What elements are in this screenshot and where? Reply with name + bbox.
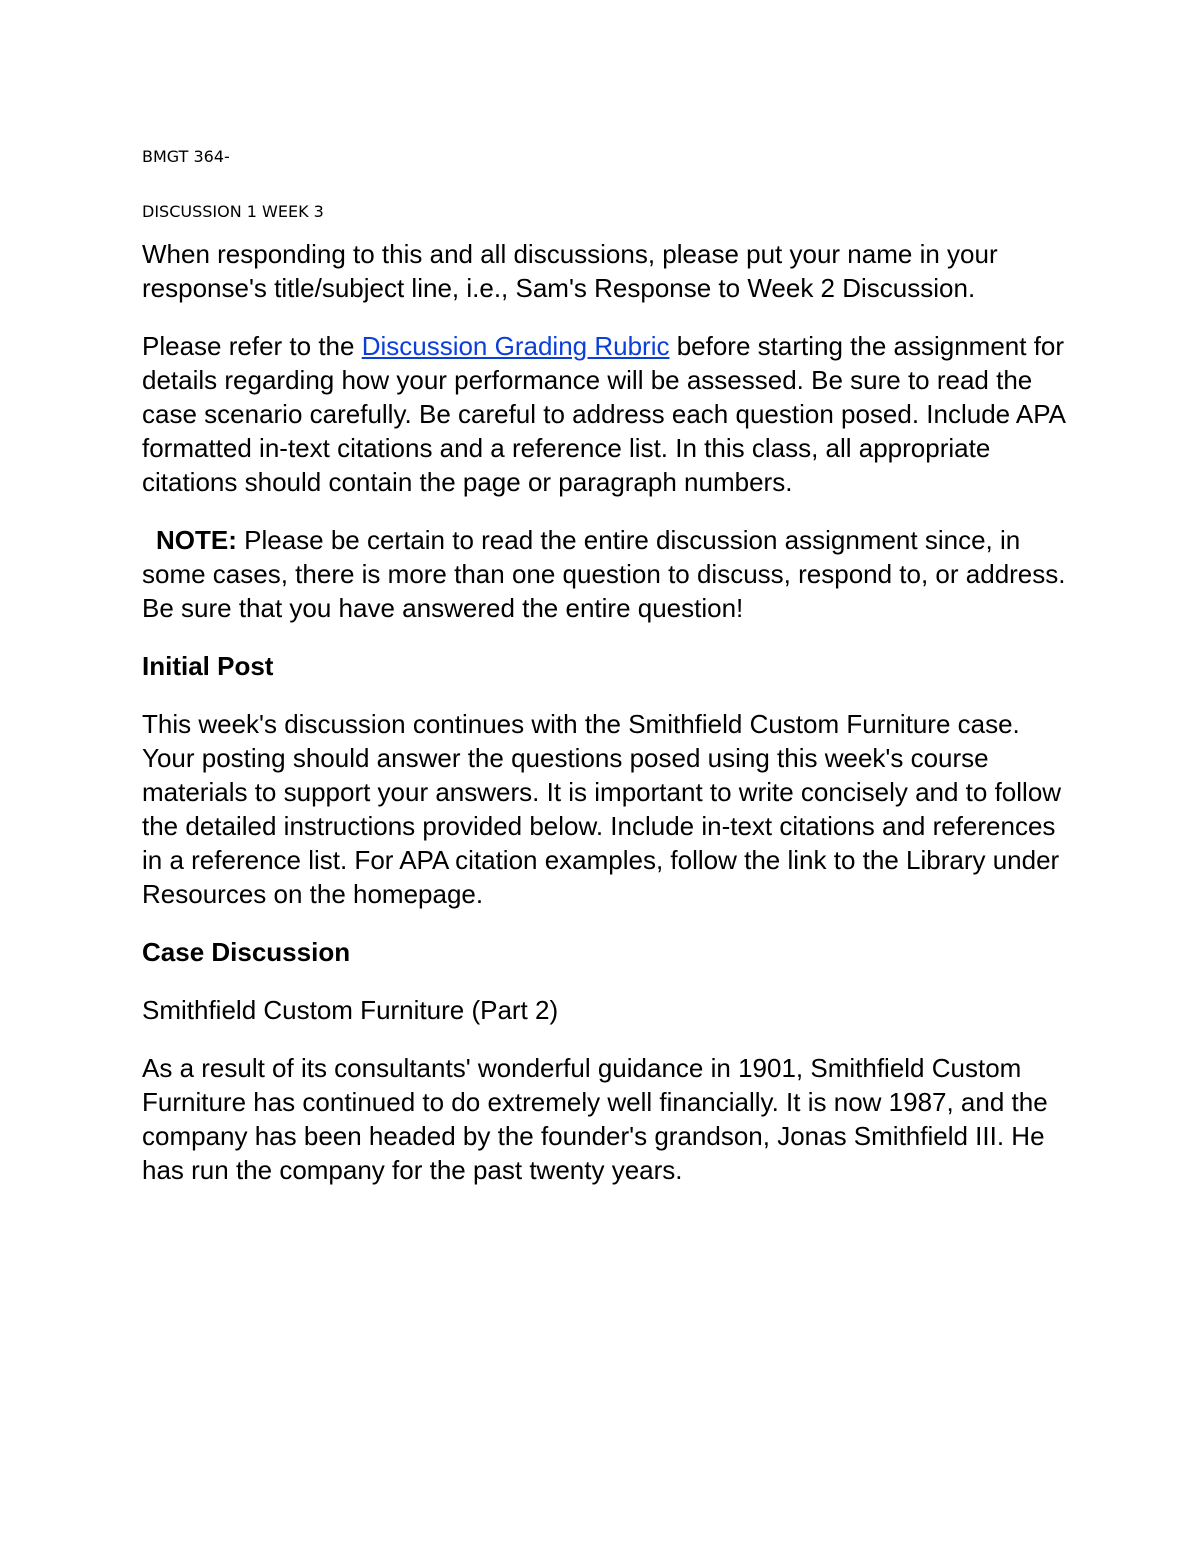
case-title: Smithfield Custom Furniture (Part 2) xyxy=(142,995,559,1025)
document-body xyxy=(142,146,1072,1211)
note-label: NOTE: xyxy=(156,525,237,555)
case-discussion-heading: Case Discussion xyxy=(142,937,351,967)
rubric-paragraph xyxy=(142,329,1072,499)
rubric-prefix: Please refer to the xyxy=(142,331,362,361)
discussion-grading-rubric-link[interactable]: Discussion Grading Rubric xyxy=(361,331,670,361)
initial-post-paragraph: This week's discussion continues with the Smithfield Custom Furniture case. Your posting should answer the questions posed using this week's course materials to support your answers. It is important to write concisely and to follow the detailed instructions provided below. Include in-text citations and references in a reference list. For APA citation examples, follow the link to the Library under Resources on the homepage. xyxy=(142,709,1062,909)
note-text: Please be certain to read the entire discussion assignment since, in some cases, there is more than one question to discuss, respond to, or address. Be sure that you have answered the entire question! xyxy=(142,525,1066,623)
note-paragraph xyxy=(142,523,1072,625)
rubric-suffix: before starting the assignment for details regarding how your performance will be assessed. Be sure to read the case scenario carefully. Be careful to address each question posed. Include APA formatted in-text citations and a reference list. In this class, all appropriate citations should contain the page or paragraph numbers. xyxy=(142,331,1065,497)
initial-post-heading: Initial Post xyxy=(142,651,274,681)
intro-paragraph: When responding to this and all discussions, please put your name in your response's title/subject line, i.e., Sam's Response to Week 2 Discussion. xyxy=(142,239,998,303)
case-paragraph: As a result of its consultants' wonderful guidance in 1901, Smithfield Custom Furniture has continued to do extremely well financially. It is now 1987, and the company has been headed by the founder's grandson, Jonas Smithfield III. He has run the company for the past twenty years. xyxy=(142,1053,1048,1185)
course-code: BMGT 364- xyxy=(142,147,230,166)
discussion-label: DISCUSSION 1 WEEK 3 xyxy=(142,202,324,221)
